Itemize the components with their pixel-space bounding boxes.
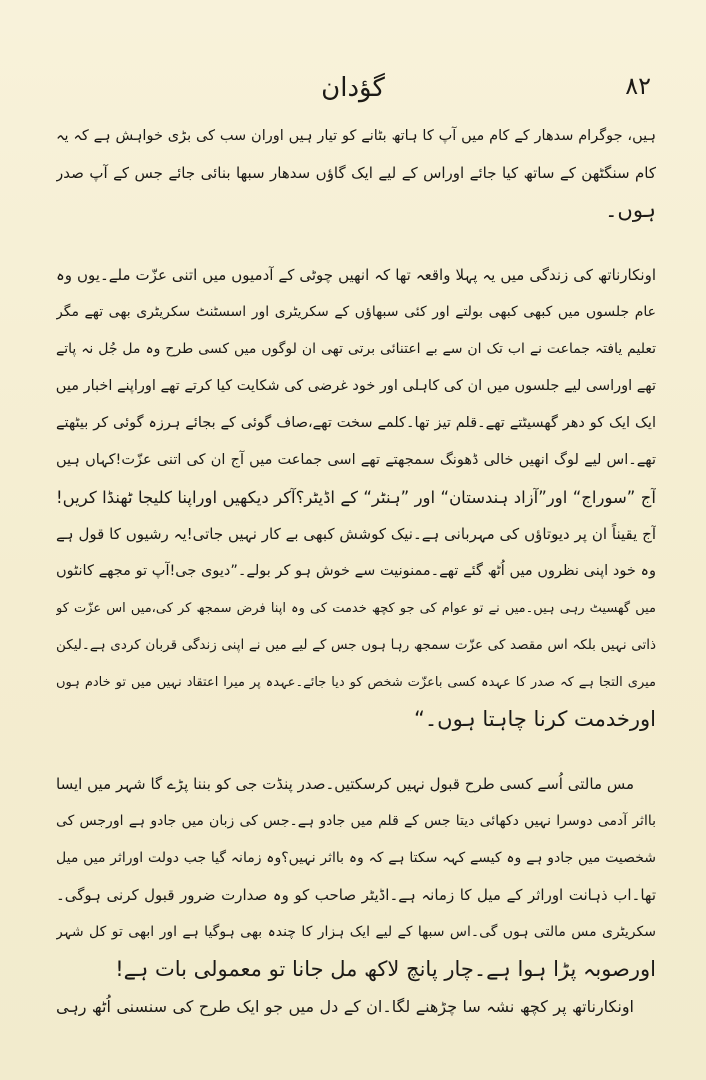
text-line: میری التجا ہے کہ صدر کا عہدہ کسی باعزّت شخص کو دیا جائے۔عہدہ پر میرا اعتقاد نہیں میں تو خادم ہوں xyxy=(56,675,656,690)
text-line: کام سنگٹھن کے ساتھ کیا جائے اوراس کے لیے ایک گاؤں سدھار سبھا بنائی جائے جس کے آپ صدر xyxy=(56,164,656,182)
text-line: ایک ایک کو دھر گھسیٹتے تھے۔قلم تیز تھا۔کلمے سخت تھے،صاف گوئی کے بجائے ہرزہ گوئی کر بیٹھتے xyxy=(56,415,656,431)
text-line: شخصیت میں جادو ہے وہ کیسے کہہ سکتا ہے کہ وہ بااثر نہیں؟وہ زمانہ گیا جب دولت اوراثر میں میل xyxy=(56,850,656,866)
running-title: گؤدان xyxy=(321,73,385,103)
text-line: تعلیم یافتہ جماعت نے اب تک ان سے بے اعتنائی برتی تھی ان لوگوں میں کسی طرح وہ مل جُل نہ پاتے xyxy=(56,341,656,357)
text-line: آج ”سوراج“ اور”آزاد ہندستان“ اور ”ہنٹر“ کے اڈیٹر؟آکر دیکھیں اوراپنا کلیجا ٹھنڈا کریں! xyxy=(56,488,656,507)
paragraph xyxy=(56,257,656,738)
text-line: اونکارناتھ کی زندگی میں یہ پہلا واقعہ تھا کہ انھیں چوٹی کے آدمیوں میں اتنی عزّت ملے۔یوں وہ xyxy=(56,266,656,284)
text-line: میں گھسیٹ رہی ہیں۔میں نے تو عوام کی جو کچھ خدمت کی وہ اپنا فرض سمجھ کر کی،میں اس عزّت کو xyxy=(56,601,656,616)
page-header xyxy=(0,58,706,118)
text-line: اورخدمت کرنا چاہتا ہوں۔“ xyxy=(413,707,656,731)
text-line: مس مالتی اُسے کسی طرح قبول نہیں کرسکتیں۔صدر پنڈت جی کو بننا پڑے گا شہر میں ایسا xyxy=(56,775,634,793)
text-line: ہوں۔ xyxy=(605,198,656,222)
paragraph xyxy=(56,766,656,1025)
text-line: بااثر آدمی دوسرا نہیں دکھائی دیتا جس کے قلم میں جادو ہے۔جس کی زبان میں جادو ہے اورجس کی xyxy=(56,813,656,829)
text-line: تھا۔اب ذہانت اوراثر کے میل کا زمانہ ہے۔اڈیٹر صاحب کو وہ صدارت ضرور قبول کرنی ہوگی۔ xyxy=(56,886,656,904)
text-line: اونکارناتھ پر کچھ نشہ سا چڑھنے لگا۔ان کے دل میں جو ایک طرح کی سنسنی اُٹھ رہی xyxy=(56,997,634,1016)
text-line: عام جلسوں میں کبھی کبھی بولتے اور کئی سبھاؤں کے سکریٹری اور اسسٹنٹ سکریٹری بھی تھے مگر xyxy=(56,304,656,320)
page-number: ۸۲ xyxy=(625,72,651,100)
text-line: اورصوبہ پڑا ہوا ہے۔چار پانچ لاکھ مل جانا تو معمولی بات ہے! xyxy=(115,957,656,981)
text-line: ذاتی نہیں بلکہ اس مقصد کی عزّت سمجھ رہا ہوں جس کے لیے میں نے اپنی زندگی قربان کردی ہے۔لیکن xyxy=(56,637,656,653)
text-line: تھے اوراسی لیے جلسوں میں ان کی کاہلی اور خود غرضی کی شکایت کیا کرتے تھے اوراپنے اخبار میں xyxy=(56,378,656,394)
text-line: وہ خود اپنی نظروں میں اُٹھ گئے تھے۔ممنونیت سے خوش ہو کر بولے۔”دیوی جی!آپ تو مجھے کانٹوں xyxy=(56,563,656,579)
text-line: آج یقیناً ان پر دیوتاؤں کی مہربانی ہے۔نیک کوشش کبھی بے کار نہیں جاتی!یہ رشیوں کا قول ہے xyxy=(56,525,656,543)
paragraph xyxy=(56,118,656,229)
text-line: ہیں، جوگرام سدھار کے کام میں آپ کا ہاتھ بٹانے کو تیار ہیں اوران سب کی بڑی خواہش ہے کہ یہ xyxy=(56,128,656,144)
body-text xyxy=(56,118,656,1025)
text-line: سکریٹری مس مالتی ہوں گی۔اس سبھا کے لیے ایک ہزار کا چندہ بھی ہوگیا ہے اور ابھی تو کل شہر xyxy=(56,924,656,940)
text-line: تھے۔اس لیے لوگ انھیں خالی ڈھونگ سمجھتے تھے اسی جماعت میں آج ان کی اتنی عزّت!کہاں ہیں xyxy=(56,452,656,468)
